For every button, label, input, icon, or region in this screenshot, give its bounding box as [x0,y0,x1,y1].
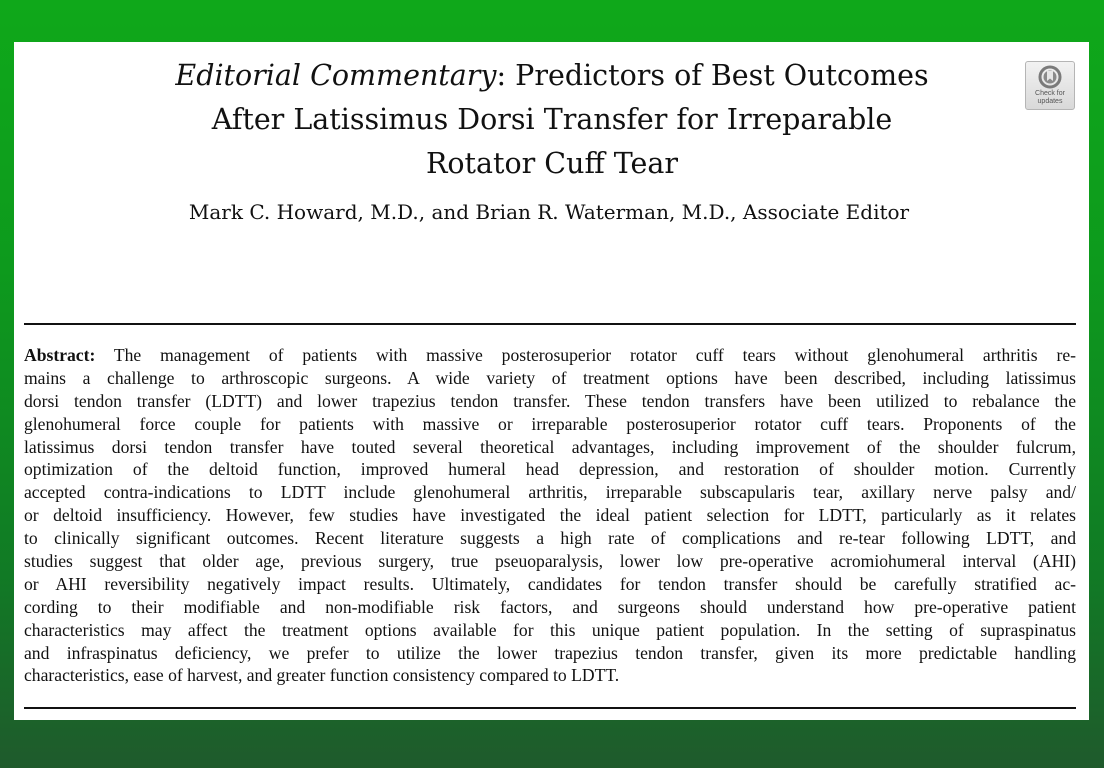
abstract-line: characteristics, ease of harvest, and greater function consistency compared to LDTT. [24,665,620,686]
abstract-line: optimization of the deltoid function, improved humeral head depression, and restoration of shoulder motion. Currently [24,459,1076,480]
title-italic-prefix: Editorial Commentary [175,59,497,92]
abstract-line: accepted contra-indications to LDTT include glenohumeral arthritis, irreparable subscapularis tear, axillary nerve palsy and/ [24,482,1076,503]
abstract-line: cording to their modifiable and non-modifiable risk factors, and surgeons should understand how pre-operative patient [24,596,1076,617]
bottom-divider [24,707,1076,709]
abstract-line: dorsi tendon transfer (LDTT) and lower trapezius tendon transfer. These tendon transfers have been utilized to rebalance the [24,390,1076,411]
abstract-line: and infraspinatus deficiency, we prefer to utilize the lower trapezius tendon transfer, given its more predictable handling [24,642,1076,663]
title-separator: : [496,59,516,92]
abstract-line: or deltoid insufficiency. However, few studies have investigated the ideal patient selection for LDTT, particularly as it relates [24,505,1076,526]
abstract-line: to clinically significant outcomes. Recent literature suggests a high rate of complications and re-tear following LDTT, and [24,528,1076,549]
check-for-updates-badge[interactable] [1025,61,1075,110]
badge-label-line-1: Check for [1035,90,1065,97]
badge-label-line-2: updates [1037,98,1063,105]
abstract-line: latissimus dorsi tendon transfer have touted several theoretical advantages, including improvement of the shoulder fulcrum, [24,436,1076,457]
top-divider [24,323,1076,325]
abstract-line: or AHI reversibility negatively impact results. Ultimately, candidates for tendon transfer should be carefully stratified ac- [24,573,1076,594]
title-line-1 [175,59,928,92]
abstract-line: studies suggest that older age, previous surgery, true pseuoparalysis, lower low pre-operative acromiohumeral interval (AHI) [24,551,1076,572]
title-line-2: After Latissimus Dorsi Transfer for Irreparable [211,103,893,136]
bookmark-ring-icon [1038,65,1062,89]
abstract-line: glenohumeral force couple for patients with massive or irreparable posterosuperior rotator cuff tears. Proponents of the [24,413,1076,434]
abstract-block [24,344,1076,687]
abstract-label: Abstract: [24,345,96,365]
title-line-3: Rotator Cuff Tear [425,147,679,180]
title-line-1-rest: Predictors of Best Outcomes [515,59,929,92]
abstract-line: characteristics may affect the treatment options available for this unique patient population. In the setting of supraspinatus [24,619,1076,640]
article-title [0,54,1104,186]
abstract-line [24,344,1076,367]
abstract-line-text: The management of patients with massive posterosuperior rotator cuff tears without glenohumeral arthritis re- [95,345,1076,365]
authors-line: Mark C. Howard, M.D., and Brian R. Waterman, M.D., Associate Editor [188,200,910,224]
abstract-line: mains a challenge to arthroscopic surgeons. A wide variety of treatment options have been described, including latissimus [24,367,1076,388]
